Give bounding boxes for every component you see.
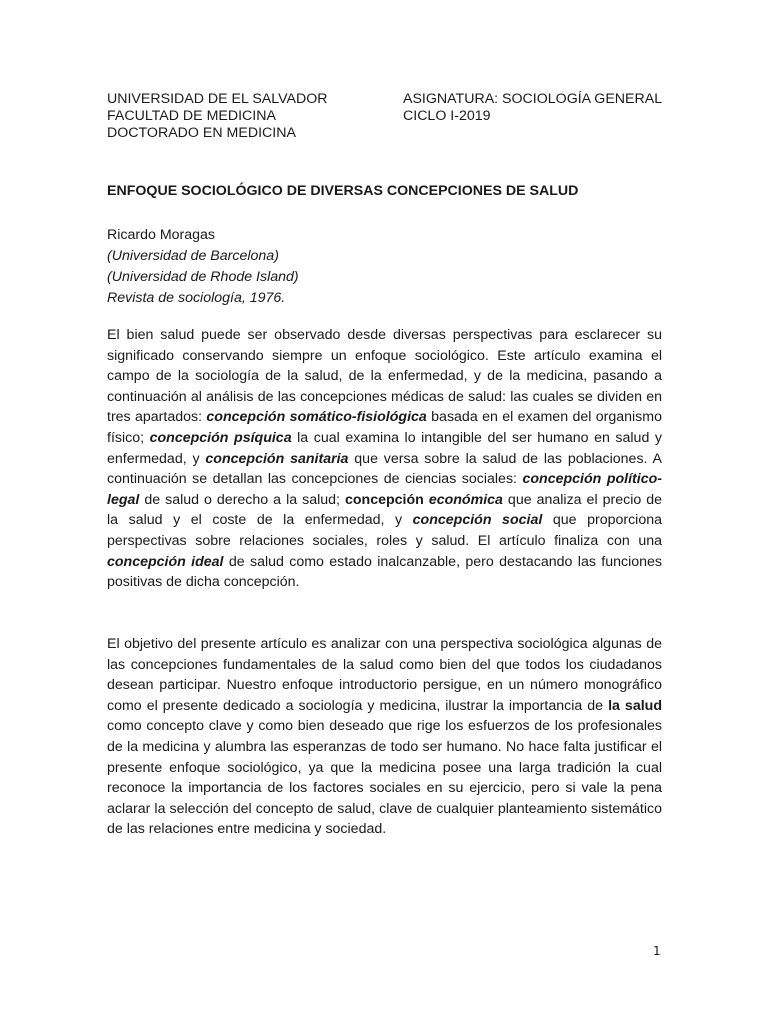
text-run: como concepto clave y como bien deseado que rige los esfuerzos de los profesionales de la medicina y alumbra las esperanzas de todo ser humano. No hace falta justificar el presente enfoque sociológico, ya que la medicina posee una larga tradición la cual reconoce la importancia de los factores sociales en su ejercicio, pero si vale la pena aclarar la selección del concepto de salud, clave de cualquier planteamiento sistemático de las relaciones entre medicina y sociedad. — [107, 718, 662, 838]
text-run: El objetivo del presente artículo es analizar con una perspectiva sociológica algunas de las concepciones fundamentales de la salud como bien del que todos los ciudadanos desean participar. Nuestro enfoque introductorio persigue, en un número monográfico como el presente dedicado a sociología y medicina, ilustrar la importancia de — [107, 636, 662, 714]
author-block — [107, 225, 299, 309]
source-citation: Revista de sociología, 1976. — [107, 290, 286, 306]
page-number: 1 — [653, 944, 661, 958]
emphasis-term: concepción — [344, 491, 429, 508]
emphasis-term: económica — [428, 491, 503, 508]
paragraph-abstract — [107, 325, 662, 593]
emphasis-term: concepción somático-fisiológica — [206, 409, 427, 426]
university-name: UNIVERSIDAD DE EL SALVADOR — [107, 91, 328, 107]
document-title: ENFOQUE SOCIOLÓGICO DE DIVERSAS CONCEPCIONES DE SALUD — [107, 183, 579, 199]
text-run: de salud como estado inalcanzable, pero destacando las funciones positivas de dicha concepción. — [107, 553, 662, 591]
program-name: DOCTORADO EN MEDICINA — [107, 125, 296, 141]
cycle: CICLO I-2019 — [403, 108, 491, 124]
text-run: que analiza el precio de la salud y el coste de la enfermedad, y — [107, 491, 663, 529]
text-run: la cual examina lo intangible del ser humano en salud y enfermedad, y — [107, 429, 662, 467]
emphasis-term: concepción social — [412, 512, 543, 529]
header-right — [403, 91, 662, 125]
text-run: de salud o derecho a la salud; — [139, 491, 345, 508]
course-name: ASIGNATURA: SOCIOLOGÍA GENERAL — [403, 91, 663, 107]
text-run: El bien salud puede ser observado desde diversas perspectivas para esclarecer su significado conservando siempre un enfoque sociológico. Este artículo examina el campo de la sociología de la salud, de la enfermedad, y de la medicina, pasando a continuación al análisis de las concepciones médicas de salud: las cuales se dividen en tres apartados: — [107, 327, 662, 426]
emphasis-term: concepción sanitaria — [205, 450, 349, 467]
text-run: basada en el examen del organismo físico; — [107, 409, 662, 446]
emphasis-term: la salud — [608, 697, 662, 714]
affiliation-1: (Universidad de Barcelona) — [107, 248, 279, 264]
faculty-name: FACULTAD DE MEDICINA — [107, 108, 276, 124]
emphasis-term: concepción psíquica — [149, 429, 292, 446]
text-run: que versa sobre la salud de las poblaciones. A continuación se detallan las concepciones de ciencias sociales: — [107, 450, 662, 488]
emphasis-term: concepción político-legal — [107, 471, 662, 508]
author-name: Ricardo Moragas — [107, 227, 216, 243]
header-left — [107, 91, 328, 142]
text-run: que proporciona perspectivas sobre relaciones sociales, roles y salud. El artículo finaliza con una — [107, 512, 663, 549]
emphasis-term: concepción ideal — [107, 553, 224, 570]
paragraph-objective — [107, 634, 662, 840]
affiliation-2: (Universidad de Rhode Island) — [107, 269, 299, 285]
